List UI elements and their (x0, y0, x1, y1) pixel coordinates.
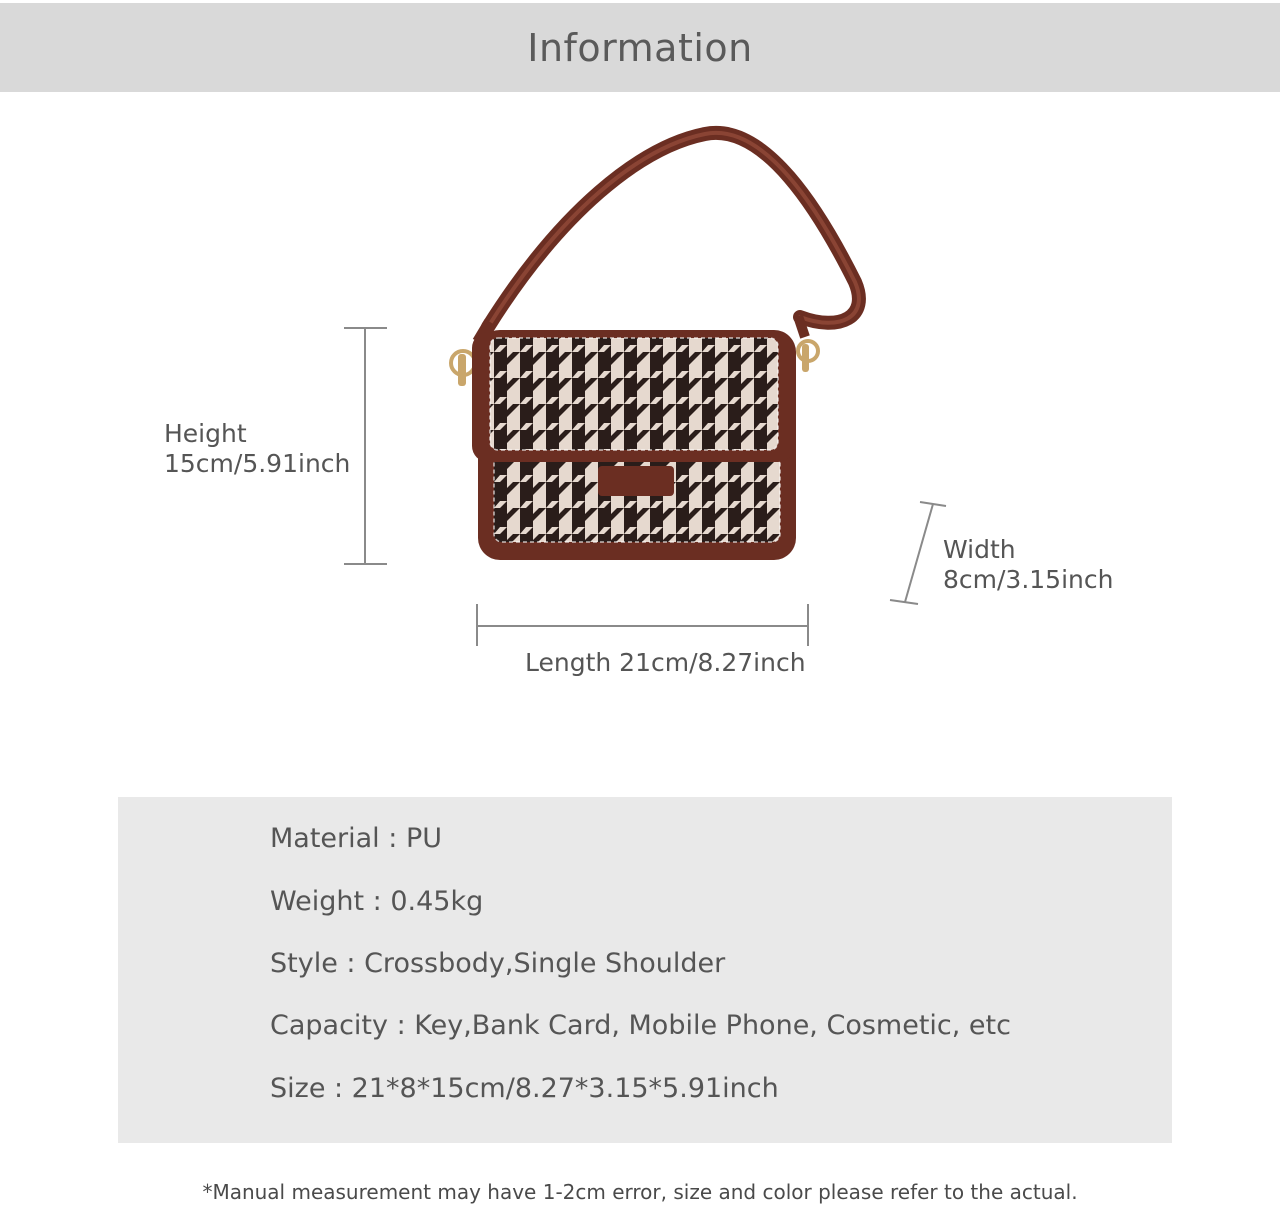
length-label: Length 21cm/8.27inch (525, 648, 806, 677)
height-marker (344, 328, 387, 564)
width-marker (890, 502, 946, 604)
spec-capacity: Capacity : Key,Bank Card, Mobile Phone, Cosmetic, etc (270, 1010, 1011, 1041)
header-bar (0, 3, 1280, 92)
spec-panel (118, 797, 1172, 1143)
height-title: Height (164, 419, 247, 448)
length-marker (477, 604, 808, 646)
page-title: Information (527, 25, 753, 70)
spec-material: Material : PU (270, 823, 442, 854)
spec-size: Size : 21*8*15cm/8.27*3.15*5.91inch (270, 1073, 779, 1104)
measurement-note: *Manual measurement may have 1-2cm error, size and color please refer to the actual. (202, 1180, 1078, 1204)
product-area (0, 92, 1280, 772)
height-label (164, 419, 350, 479)
width-label (943, 535, 1113, 595)
height-value: 15cm/5.91inch (164, 449, 351, 478)
bag-strap (478, 133, 859, 342)
width-title: Width (943, 535, 1016, 564)
width-value: 8cm/3.15inch (943, 565, 1114, 594)
spec-style: Style : Crossbody,Single Shoulder (270, 948, 726, 979)
spec-weight: Weight : 0.45kg (270, 886, 484, 917)
